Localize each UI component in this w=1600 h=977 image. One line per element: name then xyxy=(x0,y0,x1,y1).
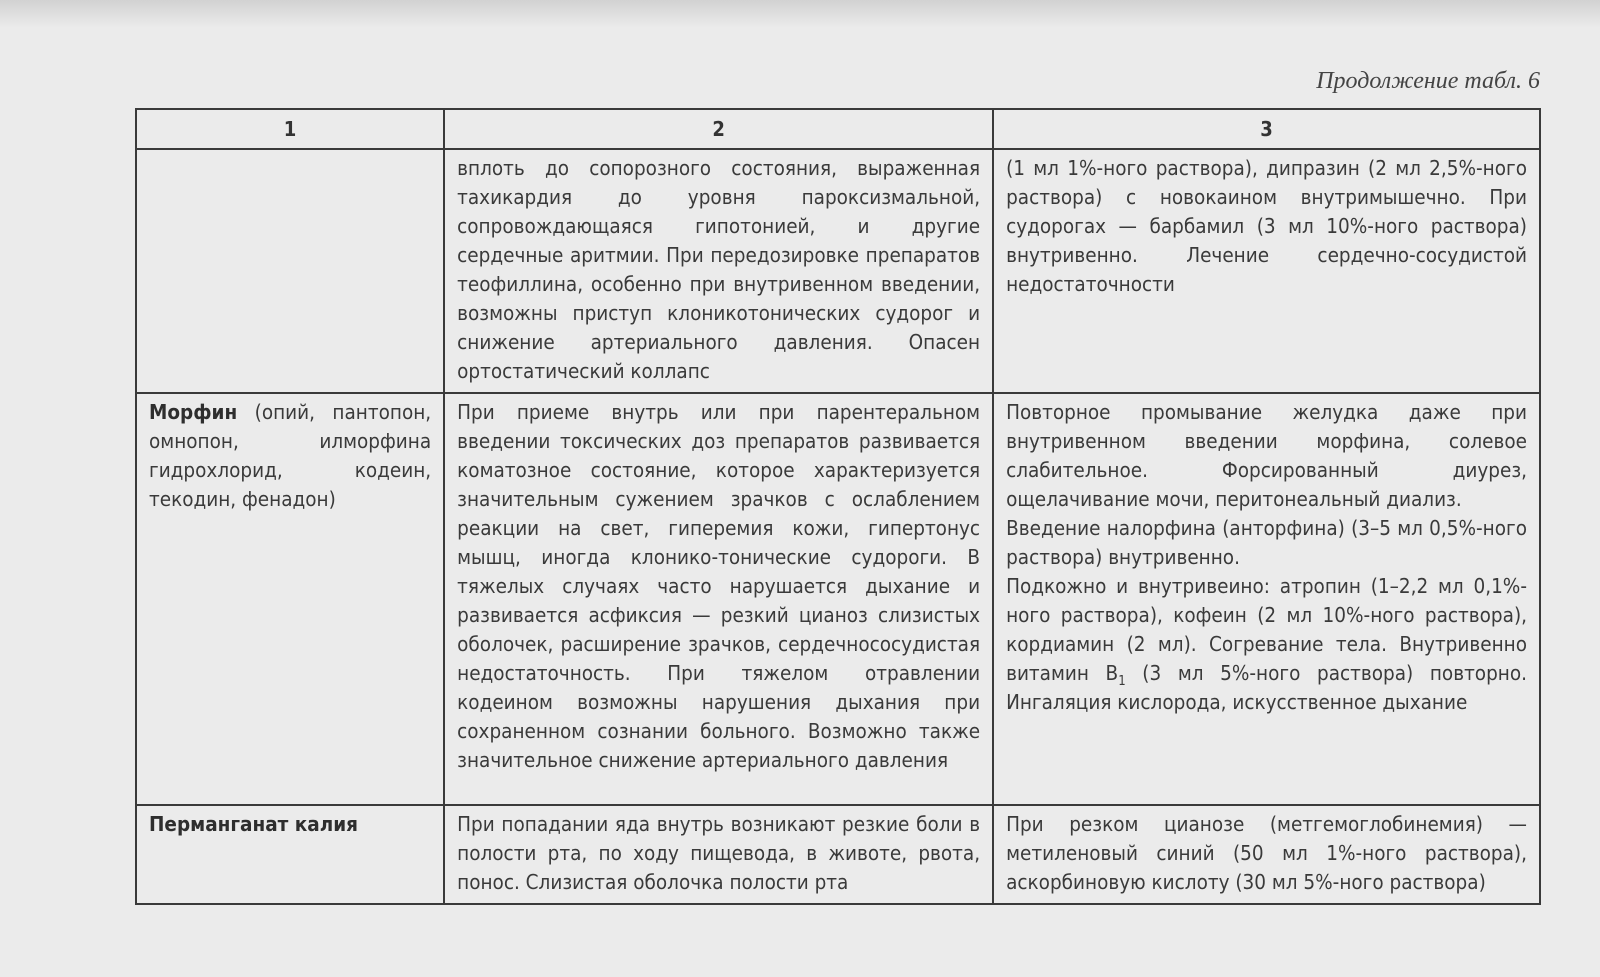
vitamin-subscript: 1 xyxy=(1118,674,1126,690)
treatment-paragraph xyxy=(1006,572,1527,717)
poison-treatment-table xyxy=(135,108,1541,905)
treatment-cell: При резком цианозе (метгемоглобинемия) — метиленовый синий (50 мл 1%-ного раствора), аскорбиновую кислоту (30 мл 5%-ного раствора) xyxy=(993,805,1540,904)
symptoms-cell: вплоть до сопорозного состояния, выраженная тахикардия до уровня пароксизмальной, сопровождающаяся гипотонией, и другие сердечные аритмии. При передозировке препаратов теофиллина, особенно при внутривенном введении, возможны приступ клоникотонических судорог и снижение артериального давления. Опасен ортостатический коллапс xyxy=(444,149,993,393)
treatment-text: (3 мл 5%-ного раствора) повторно. Ингаляция кислорода, искусственное дыхание xyxy=(1006,661,1527,714)
treatment-paragraph: Повторное промывание желудка даже при внутривенном введении морфина, солевое слабительное. Форсированный диурез, ощелачивание мочи, перитонеальный диализ. xyxy=(1006,400,1527,511)
treatment-paragraph: Введение налорфина (анторфина) (3–5 мл 0,5%-ного раствора) внутривенно. xyxy=(1006,516,1527,569)
table-caption: Продолжение табл. 6 xyxy=(1316,68,1540,94)
treatment-text: Подкожно и внутривеино: атропин (1–2,2 мл 0,1%-ного раствора), кофеин (2 мл 10%-ного раствора), кордиамин (2 мл). Согревание тела. Внутривенно витамин В xyxy=(1006,574,1527,685)
substance-name: Перманганат калия xyxy=(149,812,359,836)
table-row xyxy=(136,805,1540,904)
table-row xyxy=(136,393,1540,805)
header-col-3: 3 xyxy=(993,109,1540,149)
treatment-cell xyxy=(993,393,1540,805)
substance-cell xyxy=(136,149,444,393)
header-col-2: 2 xyxy=(444,109,993,149)
symptoms-cell: При приеме внутрь или при парентеральном введении токсических доз препаратов развивается коматозное состояние, которое характеризуется значительным сужением зрачков с ослаблением реакции на свет, гиперемия кожи, гипертонус мышц, иногда клонико-тонические судороги. В тяжелых случаях часто нарушается дыхание и развивается асфиксия — резкий цианоз слизистых оболочек, расширение зрачков, сердечнососудистая недостаточность. При тяжелом отравлении кодеином возможны нарушения дыхания при сохраненном сознании больного. Возможно также значительное снижение артериального давления xyxy=(444,393,993,805)
page-top-shade xyxy=(0,0,1600,28)
header-row xyxy=(136,109,1540,149)
header-col-1: 1 xyxy=(136,109,444,149)
symptoms-cell: При попадании яда внутрь возникают резкие боли в полости рта, по ходу пищевода, в животе, рвота, понос. Слизистая оболочка полости рта xyxy=(444,805,993,904)
substance-cell xyxy=(136,805,444,904)
substance-cell xyxy=(136,393,444,805)
treatment-cell: (1 мл 1%-ного раствора), дипразин (2 мл 2,5%-ного раствора) с новокаином внутримышечно. При судорогах — барбамил (3 мл 10%-ного раствора) внутривенно. Лечение сердечно-сосудистой недостаточности xyxy=(993,149,1540,393)
substance-details: (опий, пантопон, омнопон, илморфина гидрохлорид, кодеин, текодин, фенадон) xyxy=(149,400,432,511)
substance-name: Морфин xyxy=(149,400,238,424)
table-row xyxy=(136,149,1540,393)
